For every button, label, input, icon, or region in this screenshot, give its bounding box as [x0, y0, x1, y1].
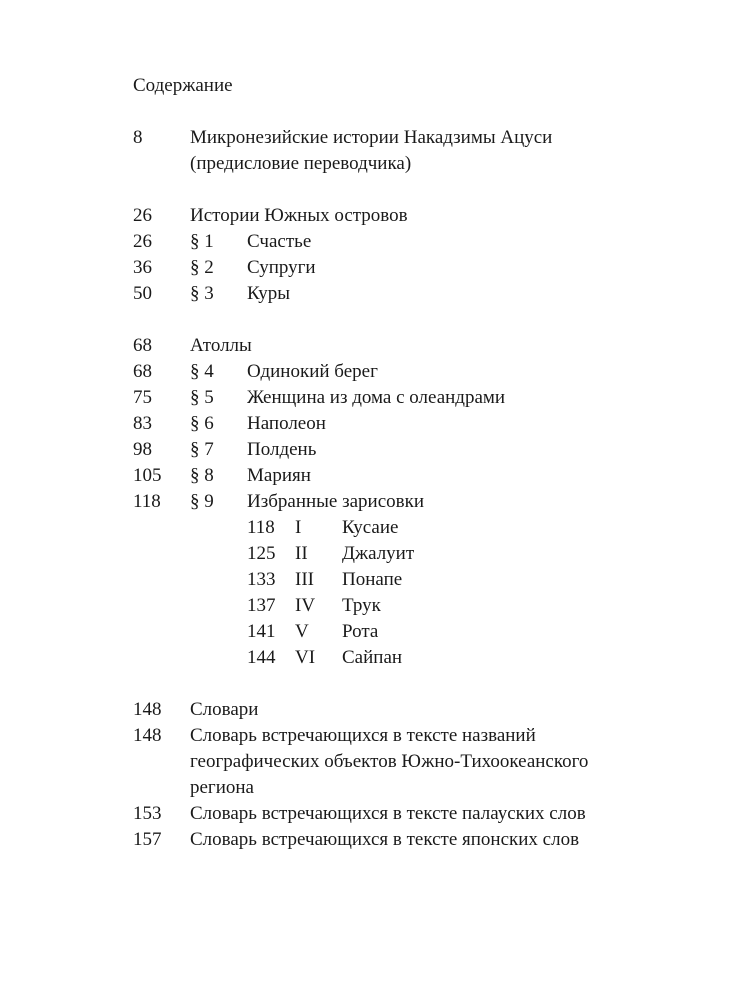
- section-title: Одинокий берег: [247, 361, 378, 382]
- section-number: § 7: [190, 439, 214, 460]
- page-number: 8: [133, 127, 143, 148]
- roman-numeral: II: [295, 543, 308, 564]
- toc-sketch[interactable]: [247, 515, 693, 541]
- entry-title-line: (предисловие переводчика): [190, 153, 412, 174]
- toc-section[interactable]: [133, 489, 693, 515]
- sketch-title: Сайпан: [342, 647, 403, 668]
- sketch-title: Кусаие: [342, 517, 399, 538]
- entry-title-line: Словарь встречающихся в тексте палауских слов: [190, 803, 586, 824]
- section-number: § 4: [190, 361, 214, 382]
- section-title: Счастье: [247, 231, 312, 252]
- toc-part-glossaries[interactable]: [133, 697, 693, 723]
- roman-numeral: VI: [295, 647, 316, 668]
- page-number: 26: [133, 231, 152, 252]
- section-title: Супруги: [247, 257, 316, 278]
- entry-title-line: географических объектов Южно-Тихоокеанского: [190, 751, 589, 772]
- page-number: 105: [133, 465, 162, 486]
- toc-section[interactable]: [133, 437, 693, 463]
- toc-sketch[interactable]: [247, 645, 693, 671]
- roman-numeral: I: [295, 517, 302, 538]
- toc-section[interactable]: [133, 411, 693, 437]
- section-title: Мариян: [247, 465, 311, 486]
- section-number: § 3: [190, 283, 214, 304]
- section-title: Женщина из дома с олеандрами: [247, 387, 506, 408]
- toc-section[interactable]: [133, 255, 693, 281]
- roman-numeral: III: [295, 569, 314, 590]
- section-number: § 2: [190, 257, 214, 278]
- entry-title: [190, 723, 693, 801]
- toc-part-atolls[interactable]: [133, 333, 693, 359]
- sketch-title: Джалуит: [342, 543, 415, 564]
- page-number: 153: [133, 803, 162, 824]
- entry-title-line: Словарь встречающихся в тексте японских слов: [190, 829, 580, 850]
- section-title: Куры: [247, 283, 291, 304]
- entry-title: [190, 801, 693, 827]
- page-number: 157: [133, 829, 162, 850]
- entry-title-line: региона: [190, 777, 254, 798]
- page-number: 133: [247, 569, 276, 590]
- part-title: Словари: [190, 699, 259, 720]
- page-number: 83: [133, 413, 152, 434]
- page-number: 68: [133, 335, 152, 356]
- section-number: § 1: [190, 231, 214, 252]
- section-number: § 6: [190, 413, 214, 434]
- toc-section[interactable]: [133, 359, 693, 385]
- toc-glossary-entry[interactable]: [133, 801, 693, 827]
- toc-glossary-entry[interactable]: [133, 827, 693, 853]
- toc-section[interactable]: [133, 463, 693, 489]
- spacer: [133, 307, 693, 333]
- entry-title: [190, 125, 693, 177]
- page-number: 137: [247, 595, 276, 616]
- entry-title: [190, 827, 693, 853]
- section-number: § 9: [190, 491, 214, 512]
- sketch-title: Понапе: [342, 569, 403, 590]
- section-number: § 5: [190, 387, 214, 408]
- page-number: 148: [133, 699, 162, 720]
- toc-sketch[interactable]: [247, 541, 693, 567]
- page-number: 148: [133, 725, 162, 746]
- toc-part-southern-islands[interactable]: [133, 203, 693, 229]
- page-number: 36: [133, 257, 152, 278]
- spacer: [133, 177, 693, 203]
- page-number: 125: [247, 543, 276, 564]
- toc-sketch[interactable]: [247, 567, 693, 593]
- entry-title-line: Микронезийские истории Накадзимы Ацуси: [190, 127, 553, 148]
- section-title: Полдень: [247, 439, 317, 460]
- toc-sketch[interactable]: [247, 593, 693, 619]
- page-number: 50: [133, 283, 152, 304]
- toc-sketch[interactable]: [247, 619, 693, 645]
- toc-entry-intro[interactable]: [133, 125, 693, 177]
- page-number: 26: [133, 205, 152, 226]
- spacer: [133, 671, 693, 697]
- sketch-title: Рота: [342, 621, 379, 642]
- roman-numeral: IV: [295, 595, 316, 616]
- toc-glossary-entry[interactable]: [133, 723, 693, 801]
- page-number: 144: [247, 647, 276, 668]
- section-title: Избранные зарисовки: [247, 491, 425, 512]
- entry-title-line: Словарь встречающихся в тексте названий: [190, 725, 536, 746]
- roman-numeral: V: [295, 621, 309, 642]
- toc-section[interactable]: [133, 281, 693, 307]
- section-number: § 8: [190, 465, 214, 486]
- page-title: Содержание: [133, 75, 233, 96]
- sketch-title: Трук: [342, 595, 381, 616]
- page-number: 118: [133, 491, 161, 512]
- toc-section[interactable]: [133, 229, 693, 255]
- table-of-contents: [133, 125, 693, 853]
- page-number: 68: [133, 361, 152, 382]
- part-title: Атоллы: [190, 335, 252, 356]
- page-number: 98: [133, 439, 152, 460]
- page-number: 75: [133, 387, 152, 408]
- section-title: Наполеон: [247, 413, 326, 434]
- page-number: 141: [247, 621, 276, 642]
- page-number: 118: [247, 517, 275, 538]
- part-title: Истории Южных островов: [190, 205, 408, 226]
- toc-section[interactable]: [133, 385, 693, 411]
